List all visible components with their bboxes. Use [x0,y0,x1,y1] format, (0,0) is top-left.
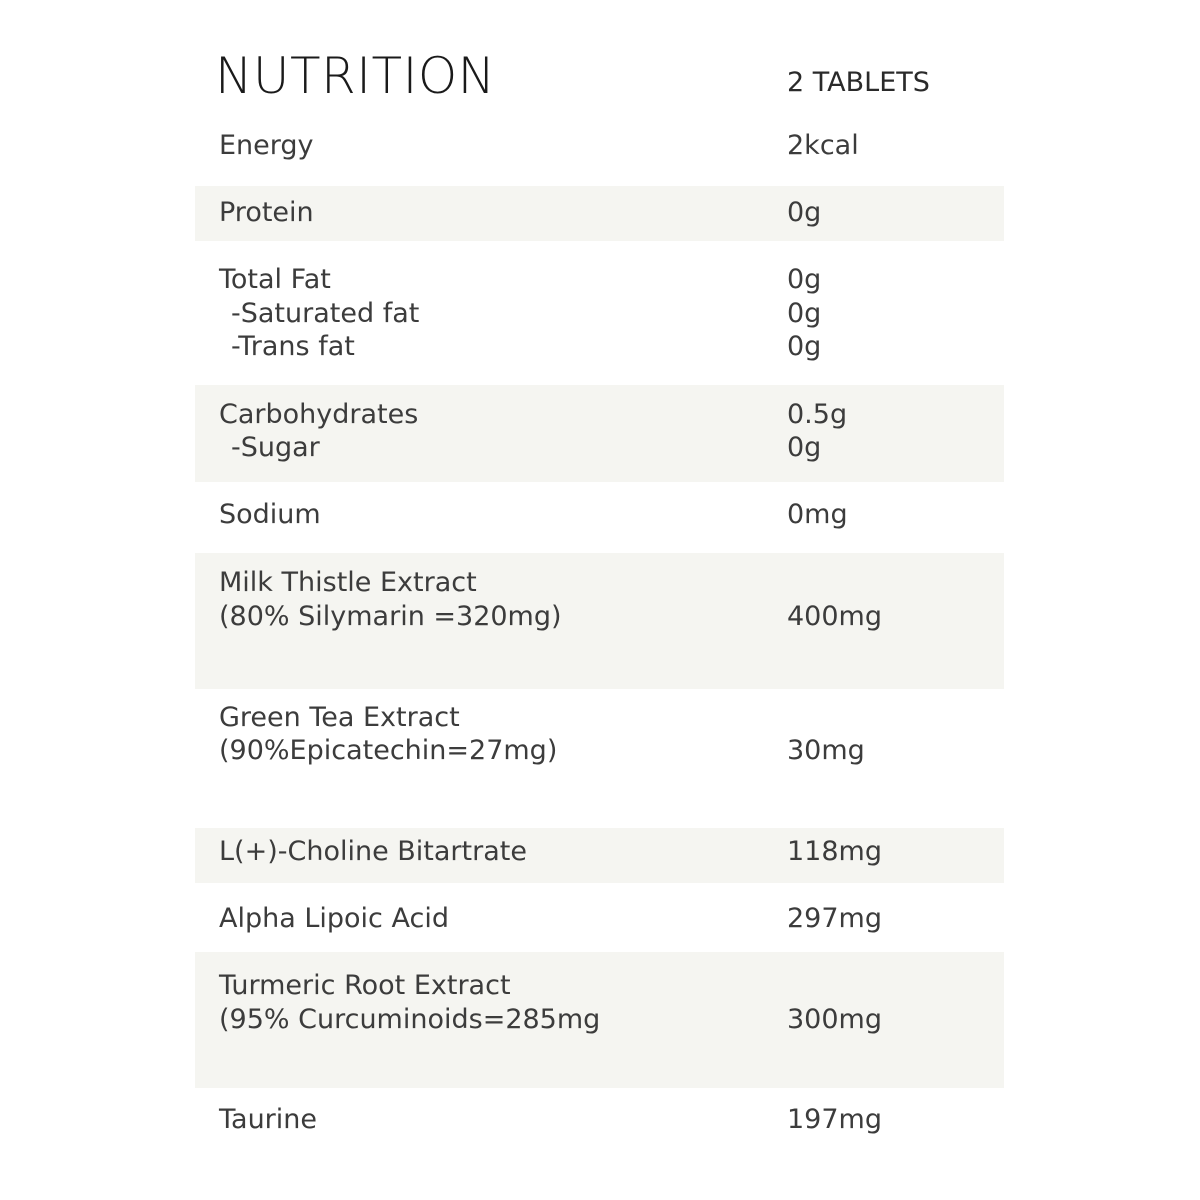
value-saturated-fat: 0g [787,298,822,329]
label-total-fat: Total Fat [219,264,331,295]
row-choline [195,828,1004,883]
value-total-fat: 0g [787,264,822,295]
value-green-tea: 30mg [787,735,865,766]
sublabel-turmeric: (95% Curcuminoids=285mg [219,1004,601,1035]
label-sugar: -Sugar [231,432,320,463]
row-protein [195,186,1004,241]
label-choline: L(+)-Choline Bitartrate [219,836,527,867]
row-carbohydrates [195,385,1004,482]
row-energy [195,120,1004,186]
label-energy: Energy [219,130,314,161]
row-taurine [195,1088,1004,1158]
value-trans-fat: 0g [787,331,822,362]
label-alpha-lipoic-acid: Alpha Lipoic Acid [219,903,449,934]
label-carbohydrates: Carbohydrates [219,399,419,430]
value-energy: 2kcal [787,130,859,161]
label-turmeric: Turmeric Root Extract [219,970,511,1001]
row-fat [195,241,1004,385]
label-milk-thistle: Milk Thistle Extract [219,567,477,598]
value-protein: 0g [787,197,822,228]
label-trans-fat: -Trans fat [231,331,355,362]
label-protein: Protein [219,197,314,228]
serving-size: 2 TABLETS [787,67,930,98]
row-sodium [195,482,1004,553]
sublabel-green-tea: (90%Epicatechin=27mg) [219,735,558,766]
sublabel-milk-thistle: (80% Silymarin =320mg) [219,601,562,632]
row-milk-thistle [195,553,1004,689]
value-carbohydrates: 0.5g [787,399,848,430]
label-green-tea: Green Tea Extract [219,702,460,733]
value-choline: 118mg [787,836,882,867]
value-milk-thistle: 400mg [787,601,882,632]
value-sodium: 0mg [787,499,848,530]
row-green-tea [195,689,1004,828]
value-taurine: 197mg [787,1104,882,1135]
row-turmeric [195,952,1004,1088]
label-taurine: Taurine [219,1104,318,1135]
label-sodium: Sodium [219,499,321,530]
value-sugar: 0g [787,432,822,463]
value-alpha-lipoic-acid: 297mg [787,903,882,934]
label-saturated-fat: -Saturated fat [231,298,420,329]
page-title: NUTRITION [215,47,496,105]
value-turmeric: 300mg [787,1004,882,1035]
row-alpha-lipoic-acid [195,883,1004,952]
